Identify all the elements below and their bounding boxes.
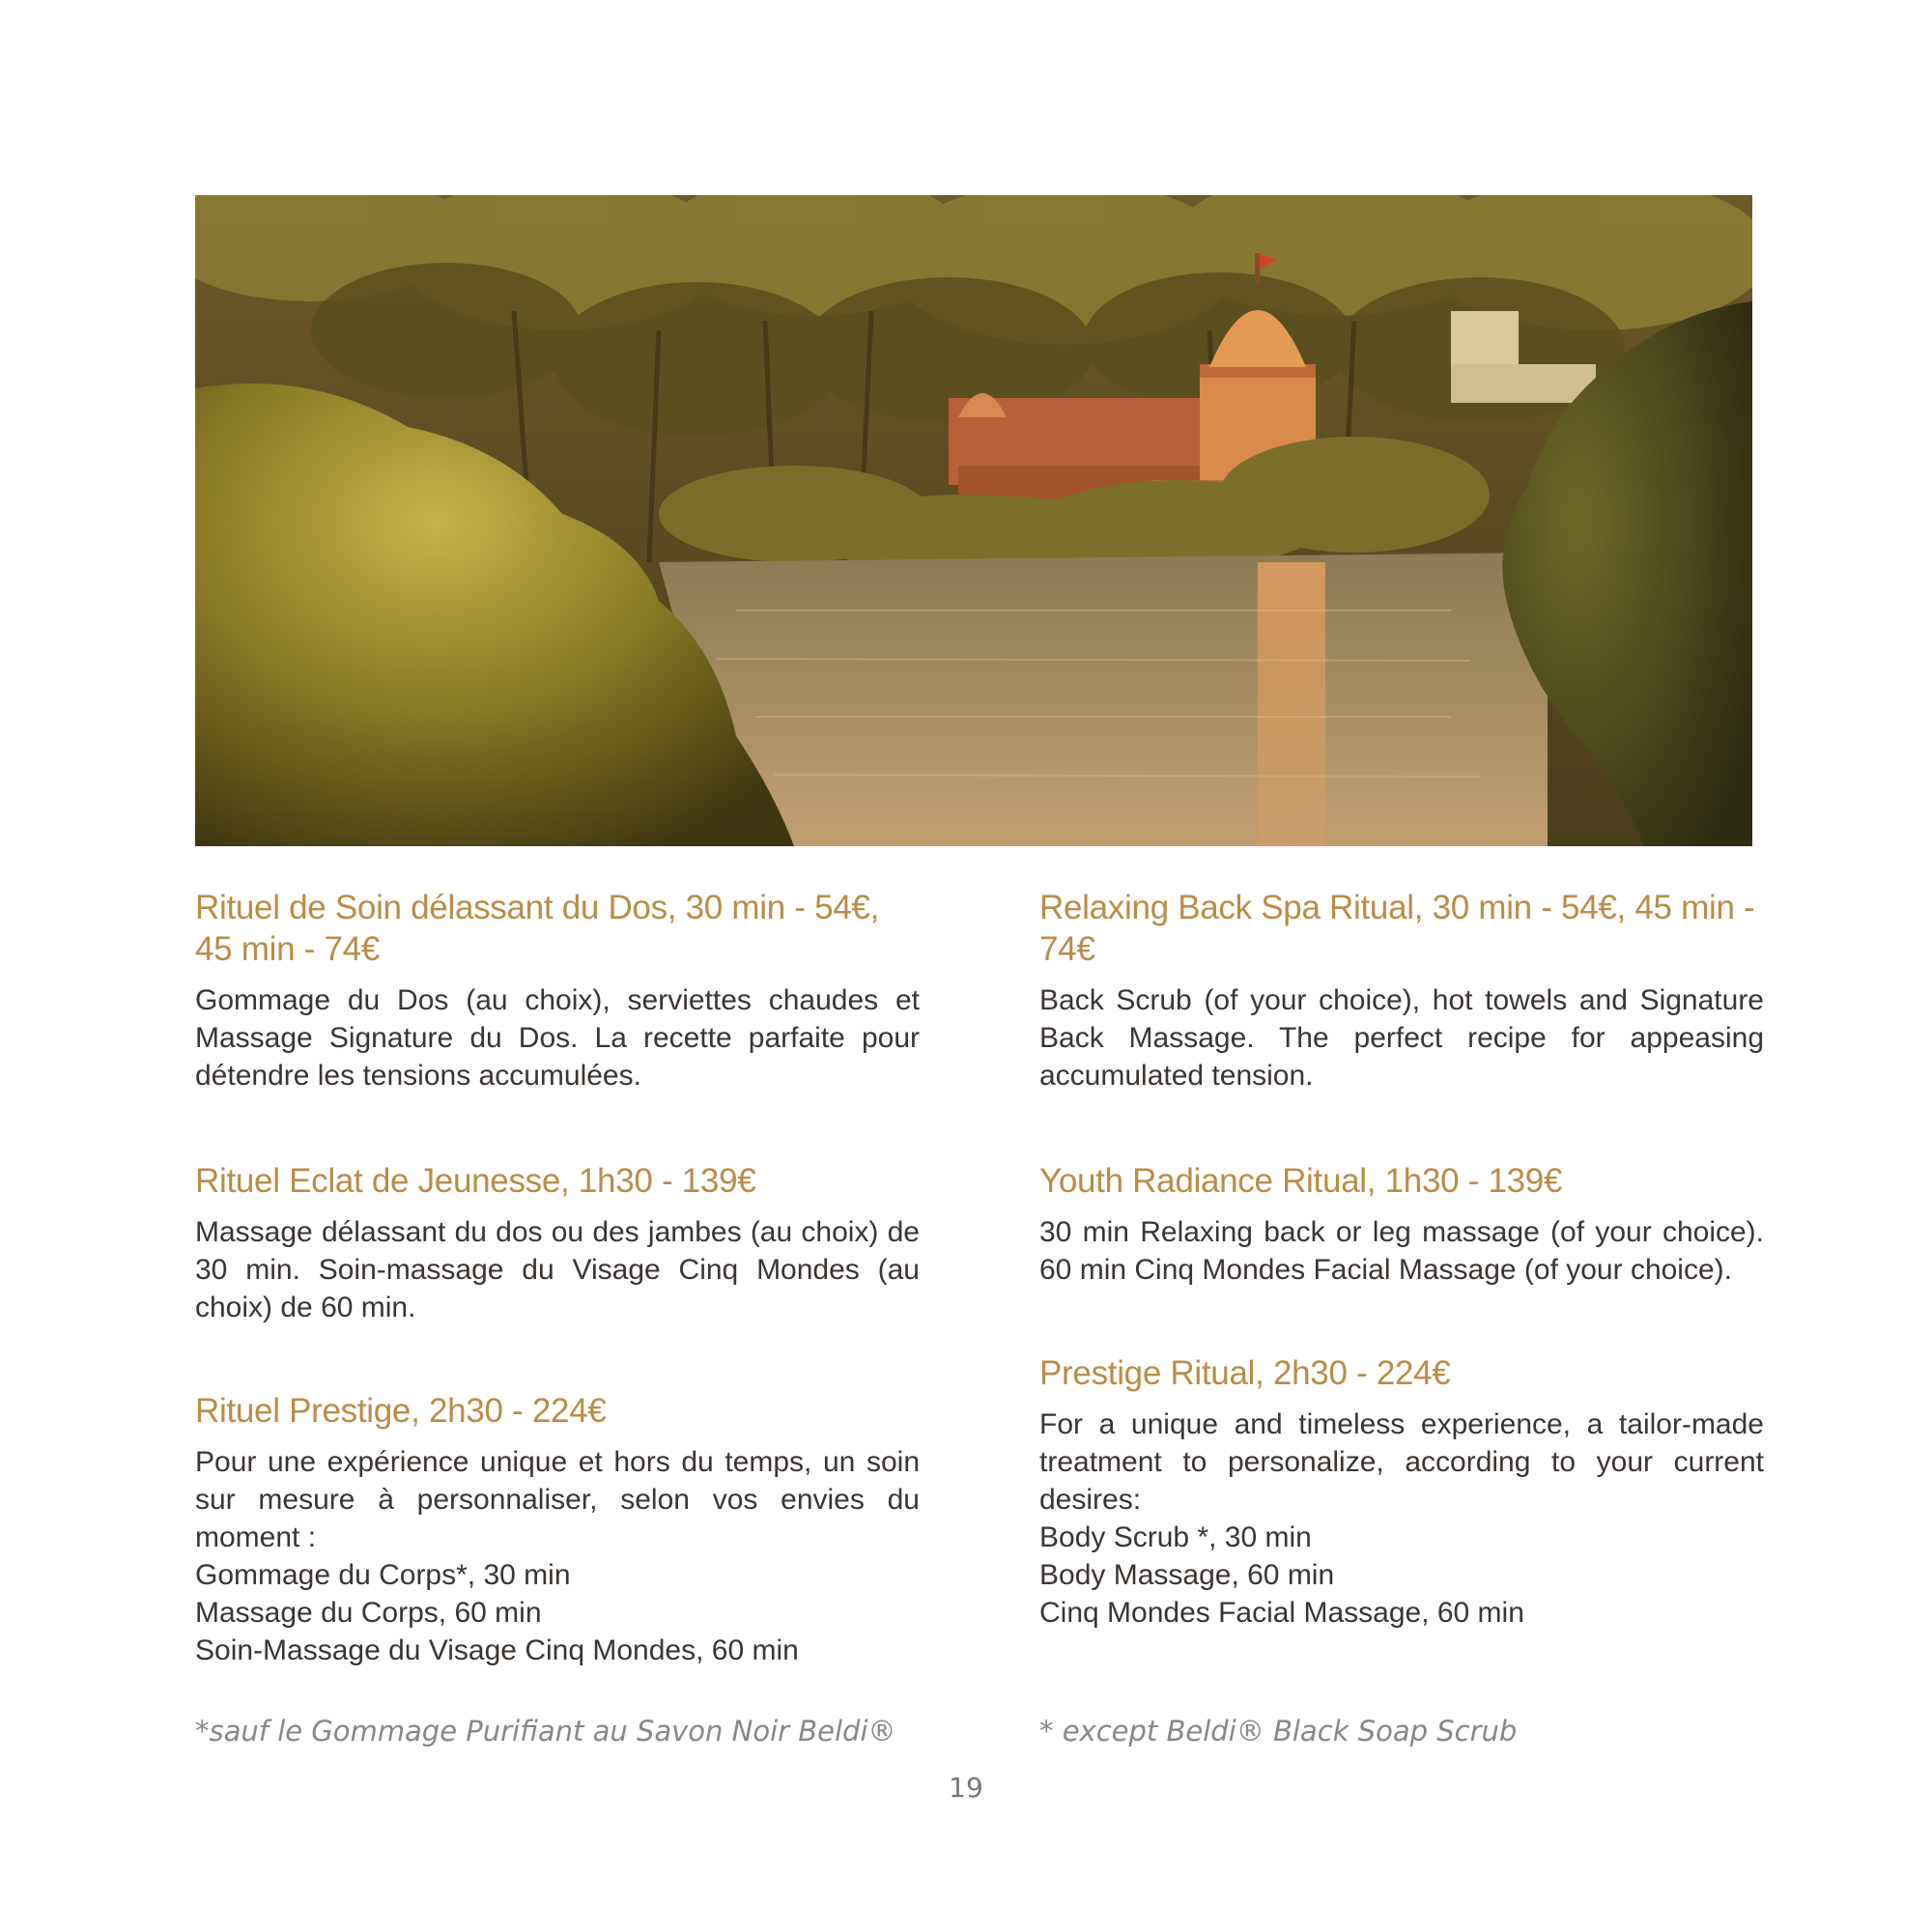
ritual-item xyxy=(195,1390,920,1669)
ritual-item xyxy=(195,887,920,1094)
ritual-title: Rituel Prestige, 2h30 - 224€ xyxy=(195,1392,607,1430)
page-number: 19 xyxy=(949,1772,983,1804)
ritual-step: Body Massage, 60 min xyxy=(1039,1559,1335,1591)
ritual-step: Cinq Mondes Facial Massage, 60 min xyxy=(1039,1597,1524,1629)
ritual-step: Soin-Massage du Visage Cinq Mondes, 60 min xyxy=(195,1634,799,1666)
ritual-step: Gommage du Corps*, 30 min xyxy=(195,1559,571,1591)
ritual-title: Rituel de Soin délassant du Dos, 30 min - 54€, 45 min - 74€ xyxy=(195,889,880,968)
ritual-step: Body Scrub *, 30 min xyxy=(1039,1521,1312,1553)
ritual-item xyxy=(195,1160,920,1326)
column-french xyxy=(195,887,920,1669)
hero-image xyxy=(195,195,1752,846)
ritual-description: For a unique and timeless experience, a tailor-made treatment to personalize, according to your current desires: xyxy=(1039,1408,1764,1516)
ritual-title: Prestige Ritual, 2h30 - 224€ xyxy=(1039,1354,1451,1392)
ritual-description: Massage délassant du dos ou des jambes (au choix) de 30 min. Soin-massage du Visage Cinq Mondes (au choix) de 60 min. xyxy=(195,1216,920,1323)
ritual-steps xyxy=(1039,1519,1764,1632)
ritual-description: Pour une expérience unique et hors du temps, un soin sur mesure à personnaliser, selon vos envies du moment : xyxy=(195,1446,920,1553)
footnote-french: *sauf le Gommage Purifiant au Savon Noir Beldi® xyxy=(195,1715,896,1747)
ritual-description: Back Scrub (of your choice), hot towels and Signature Back Massage. The perfect recipe for appeasing accumulated tension. xyxy=(1039,984,1764,1092)
ritual-steps xyxy=(195,1556,920,1669)
river-temple-illustration xyxy=(195,195,1752,846)
ritual-title: Youth Radiance Ritual, 1h30 - 139€ xyxy=(1039,1162,1563,1200)
column-english xyxy=(1039,887,1764,1632)
ritual-item xyxy=(1039,887,1764,1094)
ritual-item xyxy=(1039,1160,1764,1289)
ritual-description: 30 min Relaxing back or leg massage (of your choice). 60 min Cinq Mondes Facial Massage (of your choice). xyxy=(1039,1216,1764,1286)
ritual-title: Relaxing Back Spa Ritual, 30 min - 54€, 45 min - 74€ xyxy=(1039,889,1755,968)
ritual-title: Rituel Eclat de Jeunesse, 1h30 - 139€ xyxy=(195,1162,756,1200)
ritual-item xyxy=(1039,1352,1764,1632)
ritual-step: Massage du Corps, 60 min xyxy=(195,1597,542,1629)
footnote-english: * except Beldi® Black Soap Scrub xyxy=(1039,1715,1518,1747)
ritual-description: Gommage du Dos (au choix), serviettes chaudes et Massage Signature du Dos. La recette parfaite pour détendre les tensions accumulées. xyxy=(195,984,920,1092)
